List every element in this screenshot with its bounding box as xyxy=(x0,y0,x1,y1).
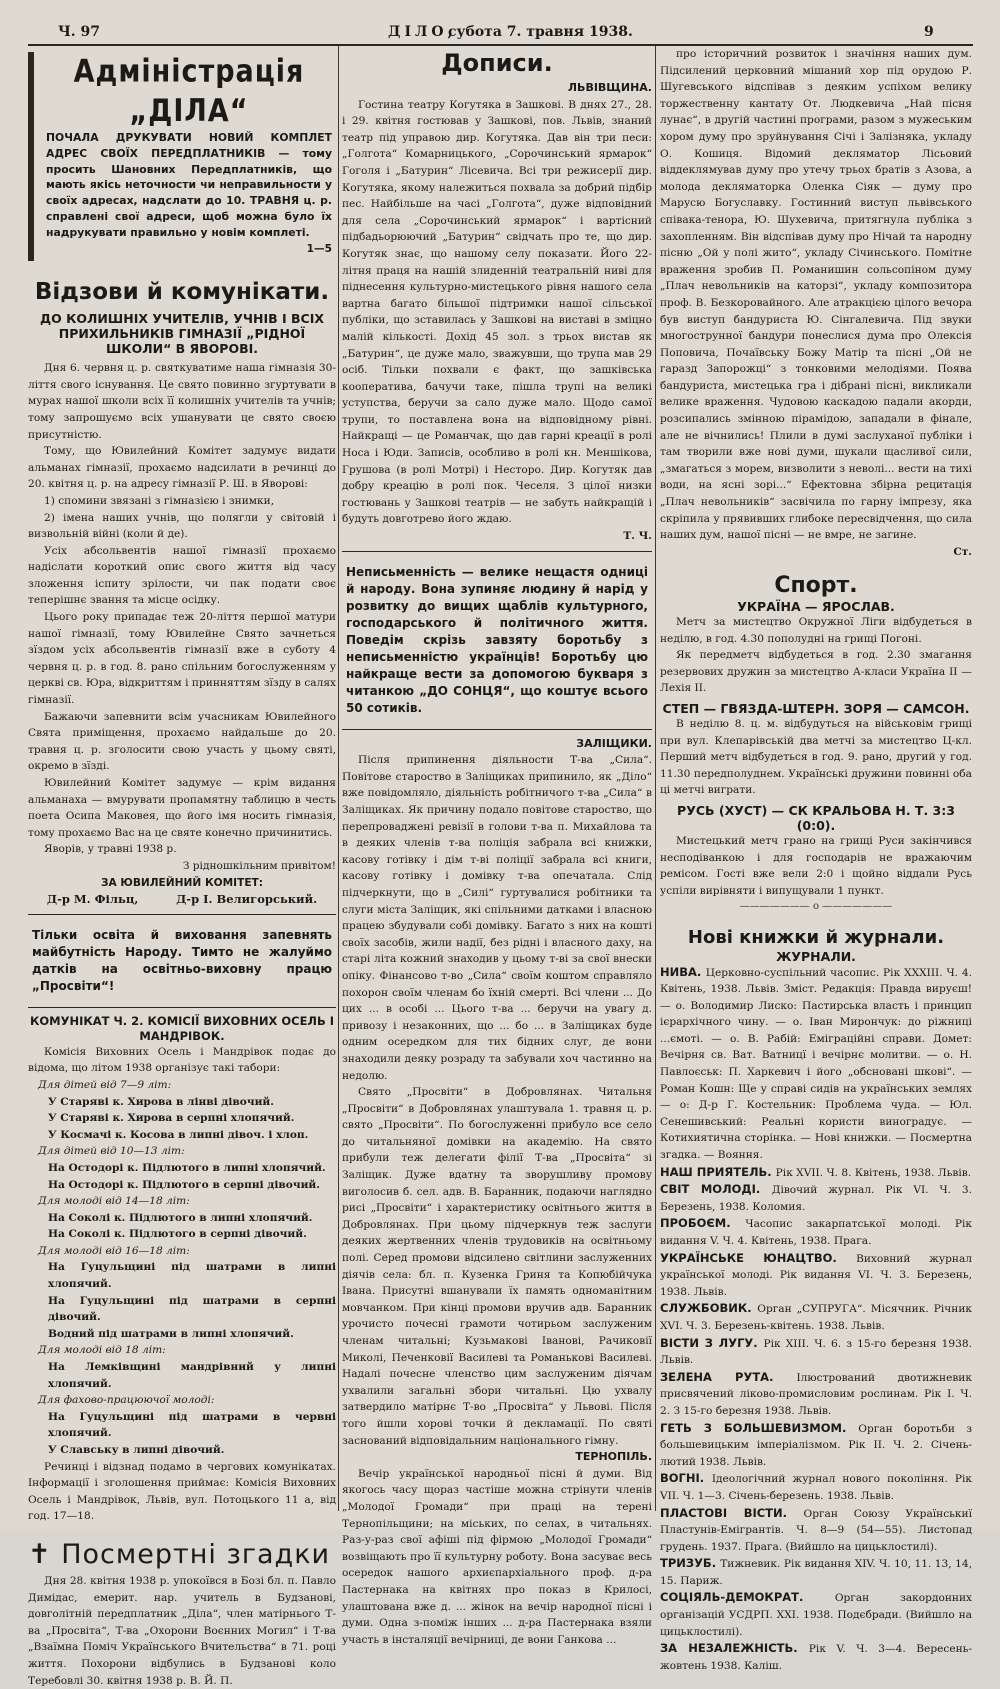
admin-code: 1—5 xyxy=(306,242,332,255)
dateline: Яворів, у травні 1938 р. xyxy=(44,843,177,856)
journal-details: Ілюстрований двотижневик присвячений ліково-промисловим рослинам. Рік І. Ч. 2. З 15-го березня 1938. Львів. xyxy=(660,1371,972,1417)
signatures xyxy=(28,891,336,908)
camp-item: На Гуцульщині під шатрами в липні хлопячий. xyxy=(48,1261,336,1291)
page-header xyxy=(0,0,1000,40)
prosvita-slogan: Тільки освіта й виховання запевнять майбутність Народу. Тимто не жалуймо датків на освітньо-виховну працю „Просвіти“! xyxy=(32,927,332,993)
paragraph: 2) імена наших учнів, що полягли у світовій і визвольній війні (коли й де). xyxy=(28,511,336,541)
region-heading: ТЕРНОПІЛЬ. xyxy=(575,1450,652,1464)
obituaries-heading: ✝ Посмертні згадки xyxy=(28,1538,331,1570)
paragraph: Бажаючи запевнити всім учасникам Ювилейного Свята приміщення, прохаємо найдальше до 20. травня ц. р. зголосити свою участь у цьому святі, окремо в зїзді. xyxy=(28,710,336,773)
camp-age-group: Для дітей від 7—9 літ: xyxy=(38,1078,172,1091)
camp-item: Водний під шатрами в липні хлопячий. xyxy=(48,1327,294,1340)
paragraph: Усіх абсольвентів нашої гімназії прохаємо надіслати короткий опис свого життя від часу зложення іспиту зрілости, чи пак подати своє теперішнє звання та місце осідку. xyxy=(28,544,336,607)
paragraph: Комісія Виховних Осель і Мандрівок подає до відома, що літом 1938 організує такі табори: xyxy=(28,1045,336,1075)
journal-name: ГЕТЬ З БОЛЬШЕВИЗМОМ. xyxy=(660,1420,859,1435)
journal-name: УКРАЇНСЬКЕ ЮНАЦТВО. xyxy=(660,1250,857,1265)
camp-item: У Славську в липні дівочий. xyxy=(48,1444,225,1457)
journal-details: Рік XVII. Ч. 8. Квітень, 1938. Львів. xyxy=(775,1166,972,1179)
journal-details: Виховний журнал української молоді. Рік видання VI. Ч. 3. Березень, 1938. Львів. xyxy=(660,1252,972,1298)
camp-item: На Гуцульщині під шатрами в серпні дівочий. xyxy=(48,1294,336,1324)
divider xyxy=(28,914,336,915)
journals-subheading: ЖУРНАЛИ. xyxy=(776,948,856,964)
journal-name: ВІСТИ З ЛУГУ. xyxy=(660,1335,764,1350)
paragraph: про історичний розвиток і значіння наших дум. Підсилений церковний мішаний хор під орудою Р. Шугевського відспівав з деяким успіхом велику торжественну кантату От. Людкевича „Най пісня лунає“, в другій частині програми, разом з мужеським хором думу про зруйнування Січі і Залізняка, укладу О. Кошиця. Відомий декляматор Лісьовий віддеклямував думу про утечу трьох братів з Азова, а молода декляматорка Оленка Сіяк — думу про Марусю Богуславку. Гостинний виступ львівського співака-тенора, Ю. Шухевича, притягнула публіка з захопленням. Він відспівав думу про Нічай та народну пісню „Ой у полі жито“, укладу Січинського. Помітне враження зробив П. Романишин сольсопіном думу „Плач невольників на каторзі“, укладу композитора проф. В. Безкоровайного. Але атракцією цілого вечора був виступ бандуриста Ю. Сінгалевича. Під звуки многострунної бандури понеслися дума про Олексія Поповича, Почаївську Божу Матір та пісні „Ой не гаразд Запорожці“ з тонковими мелодіями. Поява бандуриста, мистецька гра і дібрані пісні, викликали велике враження. Чудовою каскадою падали акорди, розсипались змінною пірамідою, западали в фінале, але не вічнились! Плили в думі заслуханої публіки і там творили вже нові думи, шукали щасливої сили, „змагаться з морем, визволити з неволі... вести на тихі води, на ясні зорі...“ Ефектовна збірна рецитація „Плач невольників“ засвічила по гарну імпрезу, яка скріпила у прявивших глибоке пересвідчення, що сила наших дум, нашої пісні — не вмре, не загине. xyxy=(660,48,972,542)
journal-details: Орган Союзу Українськиї Пластунів-Емігрантів. Ч. 8—9 (54—55). Листопад грудень. 1937. Прага. (Вийшло на цицьклостилі). xyxy=(660,1507,972,1553)
journal-entry xyxy=(660,1470,972,1504)
camp-age-group: Для дітей від 10—13 літ: xyxy=(38,1145,185,1158)
match-heading: СТЕП — ГВЯЗДА-ШТЕРН. ЗОРЯ — САМСОН. xyxy=(662,700,970,716)
journal-name: ВОГНІ. xyxy=(660,1471,712,1486)
camp-age-group: Для молоді від 16—18 літ: xyxy=(38,1244,190,1257)
page-number: 9 xyxy=(924,24,934,40)
divider xyxy=(342,551,652,552)
journal-entry xyxy=(660,1369,972,1420)
camp-item: На Остодорі к. Підлютого в серпні дівочий. xyxy=(48,1178,320,1191)
journal-name: СВІТ МОЛОДІ. xyxy=(660,1182,772,1197)
camp-item: У Старяві к. Хирова в серпні хлопячий. xyxy=(48,1112,295,1125)
admin-notice xyxy=(28,52,336,261)
issue-number: Ч. 97 xyxy=(58,24,101,40)
camp-age-group: Для молоді від 14—18 літ: xyxy=(38,1195,190,1208)
journal-details: Часопис закарпатської молоді. Рік видання V. Ч. 4. Квітень, 1938. Прага. xyxy=(660,1218,972,1247)
admin-text: ПОЧАЛА ДРУКУВАТИ НОВИЙ КОМПЛЕТ АДРЕС СВОЇХ ПЕРЕДПЛАТНИКІВ — тому просить Шановних Передплатників, що мають якісь неточности чи неправильности у своїх адресах, надслати до 10. ТРАВНЯ ц. р. справлені свої адреси, щоб можна було їх надрукувати правильно у новім комплеті. xyxy=(46,131,332,239)
column-divider xyxy=(338,46,339,1511)
journal-entry xyxy=(660,1640,972,1674)
divider xyxy=(342,729,652,730)
journal-name: ТРИЗУБ. xyxy=(660,1556,721,1571)
paragraph: Тому, що Ювилейний Комітет задумує видати альманах гімназії, прохаємо надсилати в речинці до 20. квітня ц. р. на адресу гімназії Р. Ш. в Яворові: xyxy=(28,445,336,491)
camp-list xyxy=(28,1077,336,1459)
camp-age-group: Для фахово-працюючої молоді: xyxy=(38,1394,215,1407)
journal-entry xyxy=(660,1300,972,1334)
journal-name: ПРОБОЄМ. xyxy=(660,1216,746,1231)
camp-item: На Соколі к. Підлютого в липні хлопячий. xyxy=(48,1211,313,1224)
journal-entry xyxy=(660,1589,972,1640)
journal-details: Дівочий журнал. Рік VI. Ч. 3. Березень, 1938. Коломия. xyxy=(660,1184,972,1213)
paragraph: Ювилейний Комітет задумує — крім видання альманаха — вмурувати пропамятну таблицю в честь поета Осипа Маковея, що його імя носить гімназія, тому прохаємо Вас на це святе конечно причинитись. xyxy=(28,777,336,839)
communique-subtitle: ДО КОЛИШНІХ УЧИТЕЛІВ, УЧНІВ І ВСІХ ПРИХИЛЬНИКІВ ГІМНАЗІЇ „РІДНОЇ ШКОЛИ“ В ЯВОРОВІ. xyxy=(40,311,324,357)
journal-details: Орган боротьби з большевицьким імперіалізмом. Рік II. Ч. 2. Січень-лютий 1938. Львів. xyxy=(660,1422,972,1468)
journal-entry xyxy=(660,1335,972,1369)
journal-name: СОЦІЯЛЬ-ДЕМОКРАТ. xyxy=(660,1590,835,1605)
masthead: ДІЛО, xyxy=(388,24,457,40)
camp-item: На Лемківщині мандрівний у липні хлопячий. xyxy=(48,1361,336,1390)
paragraph: Дня 28. квітня 1938 р. упокоївся в Бозі бл. п. Павло Димідас, емерит. нар. учитель в Будзанові, довголітній передплатник „Діла“, член матірнього Т-ва „Просвіта“, Т-ва „Охорони Воєнних Могил“ і Т-ва „Взаїмна Поміч Українського Вчительства“ в 71. році життя. Похорони відбулись в Будзанові коло Теребовлі 30. квітня 1938 р. В. Й. П. xyxy=(28,1574,336,1687)
paragraph: Цього року припадає теж 20-ліття першої матури нашої гімназії, тому Ювилейне Свято зачнеться зїздом усіх абсольвентів гімназії вже в суботу 4 червня ц. р. в год. 8. рано спільним богослуженням у церкві св. Юра, відкриттям і принняттям зїзду в салях гімназії. xyxy=(28,611,336,707)
column-2 xyxy=(342,46,652,1646)
match-heading: РУСЬ (ХУСТ) — СК КРАЛЬОВА Н. Т. 3:3 (0:0). xyxy=(677,802,955,833)
signature: Д-р М. Фільц, xyxy=(46,892,139,907)
journal-name: НИВА. xyxy=(660,964,706,979)
ornament-divider: ——————— o ——————— xyxy=(739,901,893,913)
paragraph: Після припинення діяльности Т-ва „Сила“. Повітове староство в Заліщиках припинило, як „Діло“ вже повідомляло, діяльність робітничого т-ва „Сила“ в Заліщиках. Як причину подало повітове староство, що перепроваджені ревізії в голови т-ва п. Михайлова та в деяких членів т-ва поліція забрала всі книжки, касову готівку і дім т-ві поліції забрала всі книги, касову готівку і домівку т-ва опечатала. Слід підчеркнути, що в „Силі“ гуртувалися робітники та слуги міста Заліщик, які спільними датками і власною працею збудували собі домівку. Багато з них на кошті своїх засобів, жили надії, без рідні і власного даху, на старі літа кожний знаходив у цьому т-ві за свої внески опіку. Фінансово т-во „Сила“ своїм коштом справляло похорон своїм членам бо їхній смерті. Всі члени ... До цих ... в особі ... Цього т-ва ... беручи на увагу д. привозу і незаконних, що ... бо ... в Заліщиках буде одним осередком для тих бідних слуг, де вони знаходили деяку розраду та забували хоч частинно на недолю. xyxy=(342,754,652,1082)
journal-entry xyxy=(660,1164,972,1182)
author-sign: Т. Ч. xyxy=(623,530,652,543)
camp-item: На Остодорі к. Підлютого в липні хлопячий. xyxy=(48,1161,326,1174)
journal-details: Тижневик. Рік видання XIV. Ч. 10, 11. 13, 14, 15. Париж. xyxy=(660,1558,972,1587)
journal-entry xyxy=(660,1420,972,1471)
paragraph: Свято „Просвіти“ в Добровлянах. Читальня „Просвіти“ в Добровлянах улаштувала 1. травня ц. р. свято „Просвіти“. По богослуженні прибуло все село до читальняної домівки на академію. На свято прибули теж делегати філії Т-ва „Просвіта“ зі Заліщик. Дуже вдатну та зворушливу промову виголосив б. сел. адв. В. Баранник, подаючи наглядно рисі „Просвіти“ і характеристику освітнього життя в Добровлянах. При цьому підчеркнув теж заслуги деяких жертвенних членів трудовиків на освітньому полі. Серед промови відсилено світлини заслуженних діячів села: бл. п. Кузенка Гриня та Копюбійчука Івана. Присутні вшанували їх память одноманітним мовчанком. При кінці промови вручив адв. Баранник урочисто почесні грамоти чотирьом заслуженим членам читальні; Кузьмакові Іванові, Рачиковії Миколі, Печенковії Василеві та Романькові Василеві. Надалі почесне членство цим заслуженим діячам ухвалили загальні збори читальні. Цю ухвалу затвердило матірнє Т-во „Просвіта“ у Львові. Після того йшли хорові точки й декламації. По святі заснований відповідальним національного гімну. xyxy=(342,1086,652,1447)
divider xyxy=(28,1007,336,1008)
journal-name: ЗЕЛЕНА РУТА. xyxy=(660,1369,797,1384)
journal-name: НАШ ПРИЯТЕЛЬ. xyxy=(660,1164,776,1179)
journal-entry xyxy=(660,1250,972,1301)
paragraph: 1) спомини звязані з гімназією і знимки, xyxy=(44,494,275,507)
greeting: З рідношкільним привітом! xyxy=(182,859,336,872)
column-3 xyxy=(660,46,973,1672)
camp-age-group: Для молоді від 18 літ: xyxy=(38,1344,166,1357)
dopysy-heading: Дописи. xyxy=(441,49,553,77)
literacy-box: Неписьменність — велике нещастя одниці й народу. Вона зупиняє людину й нарід у розвитку до вищих щаблів культурного, господарського й політичного життя. Поведім скрізь завзяту боротьбу з неписьменністю українців! Боротьбу цю найкраще вести за допомогою букваря з читанкою „ДО СОНЦЯ“, що коштує всього 50 сотиків. xyxy=(346,564,648,715)
journal-details: Рік XIII. Ч. 6. з 15-го березня 1938. Львів. xyxy=(660,1337,972,1367)
camp-communique-title: КОМУНІКАТ Ч. 2. КОМІСІЇ ВИХОВНИХ ОСЕЛЬ І МАНДРІВОК. xyxy=(29,1013,335,1043)
paragraph: Як передметч відбудеться в год. 2.30 змагання резервових дружин за мистецтво А-класи Україна II — Лехія II. xyxy=(660,649,972,695)
journal-name: СЛУЖБОВИК. xyxy=(660,1301,758,1316)
journal-entry xyxy=(660,1555,972,1589)
obituaries xyxy=(28,1539,336,1689)
sport-heading: Спорт. xyxy=(774,573,858,599)
paragraph: В неділю 8. ц. м. відбудуться на військовім грищі при вул. Клепарівській два метчі за мистецтво Ц-кл. Перший метч відбудеться в год. 9. рано, другий у год. 11.30 передполуднем. Українські дружини повинні оба ці метчі виграти. xyxy=(660,717,972,797)
admin-title: Адміністрація „ДІЛА“ xyxy=(73,54,305,129)
journal-entry xyxy=(660,1215,972,1249)
camp-item: У Старяві к. Хирова в лінві дівочий. xyxy=(48,1095,274,1108)
journal-name: ЗА НЕЗАЛЕЖНІСТЬ. xyxy=(660,1641,809,1656)
author-sign: Ст. xyxy=(953,545,972,558)
communiques-heading: Відзови й комунікати. xyxy=(34,279,330,306)
journal-entry xyxy=(660,1181,972,1215)
journal-details: Ідеологічний журнал нового покоління. Рік VII. Ч. 1—3. Січень-березень. 1938. Львів. xyxy=(660,1473,973,1502)
journal-name: ПЛАСТОВІ ВІСТИ. xyxy=(660,1505,804,1520)
column-divider xyxy=(655,46,656,1511)
paragraph: Метч за мистецтво Окружної Ліги відбудеться в неділю, в год. 4.30 пополудні на грищі Погоні. xyxy=(660,616,972,645)
journal-entry xyxy=(660,964,972,1164)
issue-date: субота 7. травня 1938. xyxy=(448,24,633,40)
journal-entry xyxy=(660,1505,972,1556)
paragraph: Гостина театру Когутяка в Зашкові. В днях 27., 28. і 29. квітня гостював у Зашкові, пов. Львів, знаний театр під управою дир. Когутяка. Дав він три песи: „Голгота“ Комарницького, „Сорочинський ярмарок“ Гоголя і „Батурин“ Лісевича. Всі три режисерії дир. Когутяка, якому належиться похвала за добрий підбір пес. Найбільше на часі „Голгота“, дуже відповідний для села „Сорочинський ярмарок“ і вартісний підбадьорюючий „Батурин“ свідчать про те, що дир. Когутяк знає, що нашому селу показати. Його 22-літня праця на нашій злиденній театральній ниві для піднесення культурно-мистецького рівня нашого села вартна багато більшої підтримки нашої сільської публіки, що зставилась у Зашкові на виставі в зміцно малій кількості. Дохід 45 зол. з трьох вистав як „Батурин“, це дуже мало, зважувши, що трупа мав 29 осіб. Тільки похвали є факт, що зашківська кооператива, бачучи таке, пішла трупі на великі уступства, беручи за сало дуже мало. Щодо самої трупи, то поставлена вона на відповідному рівні. Найкращі — це Романчак, що дав гарні креації в ролі Носа і Юди. Записів, особливо в ролі кн. Меншікова, Грушова (в ролі Мотрі) і Несторо. Дир. Когутяк дав добру креацію в ролі пок. Чеселя. З цілої низки гостювань у Зашкові театрів — не забуть найкращій і будуть довготрево його ждаю. xyxy=(342,98,652,526)
jubilee-communique xyxy=(28,360,336,908)
journals-list xyxy=(660,964,972,1675)
books-heading: Нові книжки й журнали. xyxy=(687,926,945,948)
camp-item: У Космачі к. Косова в липні дівоч. і хлоп. xyxy=(48,1128,309,1141)
region-heading: ЛЬВІВЩИНА. xyxy=(567,81,652,94)
signature: Д-р І. Велигорський. xyxy=(176,892,318,907)
paragraph: Мистецький метч грано на грищі Руси закінчився несподіванкою і для господарів не вражаючим ремісом. Гості вже вели 2:0 і щойно віддали Русь успіли вирівняти і випущували 1 пункт. xyxy=(660,834,972,897)
journal-details: Орган „СУПРУГА“. Місячник. Річник XVI. Ч. 3. Березень-квітень. 1938. Львів. xyxy=(660,1303,972,1332)
camp-item: На Гуцульщині під шатрами в червні хлопячий. xyxy=(48,1410,336,1440)
paragraph: Вечір української народньої пісні й думи. Від якогось часу щораз частіше можна стрінути членів „Молодої Громади“ при праці на терені Тернопільщини; на міських, по селах, в читальнях. Раз-у-раз свої афіші під фірмою „Молодої Громади“ возвіщають про її культурну роботу. Вона засуває весь осередок нашого архиєпархіального проф. д-ра Пастернака на квітнях про показ в Крилосі, улаштована вже д. ... жінок на вечір народної пісні і думи. Одна з-поміж інших ... д-ра Пастернака взяли участь в інсталяції вечірниці, де вони Ганкова ... xyxy=(342,1467,652,1646)
journal-details: Рік V. Ч. 3—4. Вересень-жовтень 1938. Каліш. xyxy=(660,1643,972,1672)
match-heading: УКРАЇНА — ЯРОСЛАВ. xyxy=(737,599,895,614)
paragraph: Дня 6. червня ц. р. святкуватиме наша гімназія 30-ліття свого існування. Це свято повинно згуртувати в мурах нашої школи всіх її колишніх учителів та учнів; тому запрошуємо всіх ушанувати це свято своєю присутністю. xyxy=(28,362,336,441)
camp-item: На Соколі к. Підлютого в серпні дівочий. xyxy=(48,1228,307,1241)
journal-details: Церковно-суспільний часопис. Рік XXXIII. Ч. 4. Квітень, 1938. Львів. Зміст. Редакція: Правда вируєш! — о. Володимир Лиско: Пастирська власть і принцип ієрархічного чину. — о. Іван Мирончук: до ріжниці ...ємоті. — о. В. Рабій: Еміграційні справи. Домет: Вечірня св. Ват. Ватницї і вечірнє молитви. — о. Н. Павлоєськ: П. Харкевич і його „обсновані шкові“. — Роман Кошн: Ще у справі сидів на українських землях — о: Д-р Г. Костельник: Проблема чуда. — Юл. Сенешивський: Реальні користи виноградує. — Котихиятична сторінка. — Нові книжки. — Посмертна згадка. — Вояння. xyxy=(660,966,972,1162)
paragraph: Речинці і відзнад подамо в чергових комунікатах. Інформації і зголошення приймає: Комісія Виховних Осель і Мандрівок, Львів, вул. Потоцького 11 а, від год. 17—18. xyxy=(28,1460,336,1523)
journal-details: Орган закордонних організацій УСДРП. XXI. 1938. Подєбради. (Вийшло на цицьклостилі). xyxy=(660,1592,972,1638)
region-heading: ЗАЛІЩИКИ. xyxy=(576,736,652,750)
committee-label: ЗА ЮВИЛЕЙНИЙ КОМІТЕТ: xyxy=(100,876,264,889)
column-1 xyxy=(28,46,336,1687)
